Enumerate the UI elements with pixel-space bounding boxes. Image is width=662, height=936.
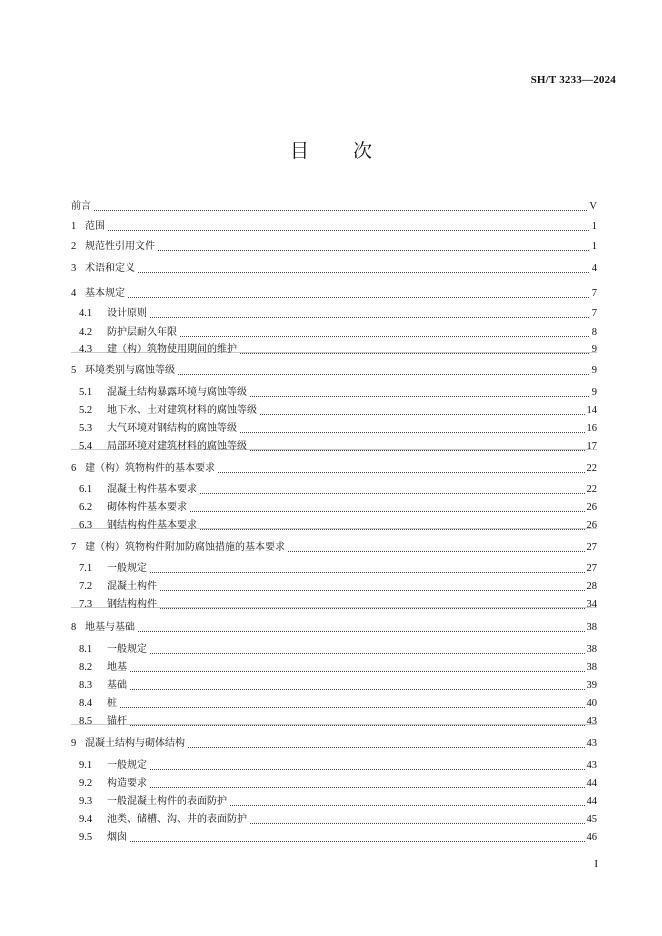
toc-entry-page: 1: [591, 221, 597, 232]
toc-entry[interactable]: [79, 578, 597, 596]
toc-entry-number: 7.2: [79, 581, 93, 592]
toc-leader-dots: [108, 230, 589, 231]
toc-entry-title: 一般规定: [107, 760, 147, 771]
page-number: I: [594, 858, 598, 870]
toc-entry-title: 局部环境对建筑材料的腐蚀等级: [107, 441, 247, 452]
toc-leader-dots: [250, 396, 589, 397]
toc-entry-title: 建（构）筑物构件附加防腐蚀措施的基本要求: [85, 542, 285, 553]
toc-entry-title: 大气环境对钢结构的腐蚀等级: [107, 423, 237, 434]
toc-entry-title: 混凝土结构与砌体结构: [85, 738, 185, 749]
toc-entry-title: 一般规定: [107, 563, 147, 574]
toc-entry-number: 8.3: [79, 680, 93, 691]
toc-entry-title: 基本规定: [85, 288, 125, 299]
toc-leader-dots: [130, 689, 585, 690]
toc-entry-title: 池类、储槽、沟、井的表面防护: [107, 814, 247, 825]
toc-entry-number: 9.3: [79, 796, 93, 807]
toc-entry[interactable]: [71, 619, 597, 637]
toc-entry-title: 基础: [107, 680, 127, 691]
toc-entry-number: 5.4: [79, 441, 93, 452]
toc-entry-page: 17: [586, 441, 597, 452]
toc-entry-number: 2: [71, 241, 77, 252]
toc-entry-title: 锚杆: [107, 716, 127, 727]
toc-leader-dots: [150, 787, 585, 788]
toc-entry[interactable]: [79, 775, 597, 793]
toc-entry-title: 建（构）筑物构件的基本要求: [85, 463, 215, 474]
toc-entry-title: 防护层耐久年限: [107, 327, 177, 338]
toc-leader-dots: [128, 297, 589, 298]
toc-entry[interactable]: [79, 438, 597, 456]
toc-leader-dots: [150, 653, 585, 654]
toc-entry[interactable]: [71, 362, 597, 380]
toc-entry-title: 烟囱: [107, 832, 127, 843]
toc-entry-page: 7: [591, 308, 597, 319]
toc-entry-number: 9.2: [79, 778, 93, 789]
toc-entry-title: 一般混凝土构件的表面防护: [107, 796, 227, 807]
toc-entry-page: 8: [591, 327, 597, 338]
toc-entry-page: 26: [586, 520, 597, 531]
toc-entry[interactable]: [79, 695, 597, 713]
toc-entry-page: 46: [586, 832, 597, 843]
toc-entry-number: 7.3: [79, 599, 93, 610]
toc-entry-page: V: [589, 201, 597, 212]
toc-entry-page: 1: [591, 241, 597, 252]
toc-entry-page: 22: [586, 484, 597, 495]
toc-leader-dots: [260, 414, 585, 415]
toc-entry[interactable]: [71, 198, 597, 216]
toc-entry-title: 砌体构件基本要求: [107, 502, 187, 513]
toc-leader-dots: [178, 374, 589, 375]
toc-entry-page: 27: [586, 542, 597, 553]
toc-entry[interactable]: [79, 499, 597, 517]
toc-entry[interactable]: [79, 677, 597, 695]
toc-leader-dots: [158, 250, 589, 251]
toc-entry[interactable]: [79, 596, 597, 614]
toc-entry-title: 桩: [107, 698, 117, 709]
toc-entry-title: 范围: [85, 221, 105, 232]
toc-entry[interactable]: [79, 341, 597, 359]
toc-leader-dots: [138, 272, 589, 273]
toc-entry-number: 8: [71, 622, 77, 633]
toc-entry-number: 9.5: [79, 832, 93, 843]
toc-entry-number: 4.1: [79, 308, 93, 319]
toc-entry-title: 混凝土构件: [107, 581, 157, 592]
toc-leader-dots: [130, 725, 585, 726]
toc-entry[interactable]: [79, 560, 597, 578]
toc-entry-page: 38: [586, 644, 597, 655]
toc-leader-dots: [288, 551, 585, 552]
toc-entry-number: 8.5: [79, 716, 93, 727]
toc-entry-page: 16: [586, 423, 597, 434]
toc-entry-title: 混凝土构件基本要求: [107, 484, 197, 495]
toc-entry-number: 3: [71, 263, 77, 274]
toc-entry-number: 6.1: [79, 484, 93, 495]
toc-entry-number: 4.3: [79, 344, 93, 355]
toc-leader-dots: [138, 631, 585, 632]
toc-entry-page: 14: [586, 405, 597, 416]
toc-entry[interactable]: [79, 757, 597, 775]
toc-leader-dots: [180, 336, 589, 337]
page-title: 目次: [289, 140, 416, 162]
toc-entry[interactable]: [79, 659, 597, 677]
toc-entry-title: 建（构）筑物使用期间的维护: [107, 344, 237, 355]
toc-leader-dots: [250, 450, 585, 451]
toc-entry-number: 7: [71, 542, 77, 553]
toc-leader-dots: [150, 769, 585, 770]
toc-entry-title: 钢结构构件: [107, 599, 157, 610]
toc-entry-number: 9: [71, 738, 77, 749]
toc-entry-number: 5.2: [79, 405, 93, 416]
toc-entry-title: 构造要求: [107, 778, 147, 789]
toc-entry-page: 9: [591, 344, 597, 355]
toc-entry-page: 22: [586, 463, 597, 474]
toc-entry-number: 8.2: [79, 662, 93, 673]
toc-entry-title: 混凝土结构暴露环境与腐蚀等级: [107, 387, 247, 398]
toc-entry-number: 5.1: [79, 387, 93, 398]
toc-entry[interactable]: [79, 384, 597, 402]
toc-entry-page: 9: [591, 387, 597, 398]
toc-leader-dots: [160, 608, 585, 609]
toc-entry-title: 钢结构构件基本要求: [107, 520, 197, 531]
toc-entry-page: 40: [586, 698, 597, 709]
toc-entry-number: 1: [71, 221, 77, 232]
toc-entry-number: 6: [71, 463, 77, 474]
toc-leader-dots: [250, 823, 585, 824]
toc-entry[interactable]: [79, 517, 597, 535]
toc-entry[interactable]: [79, 641, 597, 659]
toc-entry-number: 4: [71, 288, 77, 299]
toc-entry-number: 7.1: [79, 563, 93, 574]
toc-entry-title: 设计原则: [107, 308, 147, 319]
toc-leader-dots: [240, 432, 585, 433]
toc-entry-title: 地下水、土对建筑材料的腐蚀等级: [107, 405, 257, 416]
toc-entry-page: 38: [586, 622, 597, 633]
toc-entry-number: 9.4: [79, 814, 93, 825]
toc-entry-title: 地基: [107, 662, 127, 673]
toc-leader-dots: [218, 472, 585, 473]
toc-leader-dots: [150, 572, 585, 573]
toc-entry[interactable]: [79, 420, 597, 438]
toc-entry-title: 环境类别与腐蚀等级: [85, 365, 175, 376]
toc-entry-title: 术语和定义: [85, 263, 135, 274]
toc-leader-dots: [188, 747, 585, 748]
toc-entry-page: 45: [586, 814, 597, 825]
toc-entry-page: 34: [586, 599, 597, 610]
toc-entry-page: 44: [586, 778, 597, 789]
toc-entry[interactable]: [79, 305, 597, 323]
toc-entry-page: 43: [586, 716, 597, 727]
toc-entry[interactable]: [79, 324, 597, 342]
toc-leader-dots: [160, 590, 585, 591]
toc-entry-title: 规范性引用文件: [85, 241, 155, 252]
toc-leader-dots: [190, 511, 585, 512]
toc-entry[interactable]: [71, 285, 597, 303]
toc-entry-page: 44: [586, 796, 597, 807]
toc-leader-dots: [130, 671, 585, 672]
toc-entry[interactable]: [79, 481, 597, 499]
toc-entry[interactable]: [71, 238, 597, 256]
toc-entry[interactable]: [79, 811, 597, 829]
toc-entry[interactable]: [71, 539, 597, 557]
toc-entry-page: 4: [591, 263, 597, 274]
toc-entry[interactable]: [71, 260, 597, 278]
toc-entry-page: 39: [586, 680, 597, 691]
toc-entry-number: 8.4: [79, 698, 93, 709]
toc-entry-title: 一般规定: [107, 644, 147, 655]
toc-entry[interactable]: [71, 218, 597, 236]
toc-entry[interactable]: [79, 402, 597, 420]
standard-code: SH/T 3233—2024: [530, 74, 616, 86]
toc-entry-number: 5: [71, 365, 77, 376]
toc-leader-dots: [200, 529, 585, 530]
toc-entry[interactable]: [79, 793, 597, 811]
toc-entry-page: 28: [586, 581, 597, 592]
toc-entry-page: 9: [591, 365, 597, 376]
toc-entry[interactable]: [79, 829, 597, 847]
toc-entry-title: 前言: [71, 201, 91, 212]
toc-leader-dots: [120, 707, 585, 708]
toc-leader-dots: [200, 493, 585, 494]
toc-leader-dots: [150, 317, 589, 318]
toc-entry-page: 26: [586, 502, 597, 513]
toc-entry-page: 27: [586, 563, 597, 574]
toc-entry-page: 43: [586, 760, 597, 771]
toc-leader-dots: [94, 210, 587, 211]
toc-entry[interactable]: [79, 713, 597, 731]
toc-entry-number: 6.3: [79, 520, 93, 531]
toc-entry-title: 地基与基础: [85, 622, 135, 633]
toc-leader-dots: [240, 353, 589, 354]
toc-entry-page: 43: [586, 738, 597, 749]
toc-entry-number: 5.3: [79, 423, 93, 434]
toc-entry[interactable]: [71, 460, 597, 478]
toc-entry[interactable]: [71, 735, 597, 753]
toc-entry-number: 6.2: [79, 502, 93, 513]
toc-entry-number: 4.2: [79, 327, 93, 338]
toc-entry-page: 7: [591, 288, 597, 299]
toc-entry-number: 9.1: [79, 760, 93, 771]
toc-leader-dots: [230, 805, 585, 806]
toc-leader-dots: [130, 841, 585, 842]
toc-entry-number: 8.1: [79, 644, 93, 655]
toc-entry-page: 38: [586, 662, 597, 673]
